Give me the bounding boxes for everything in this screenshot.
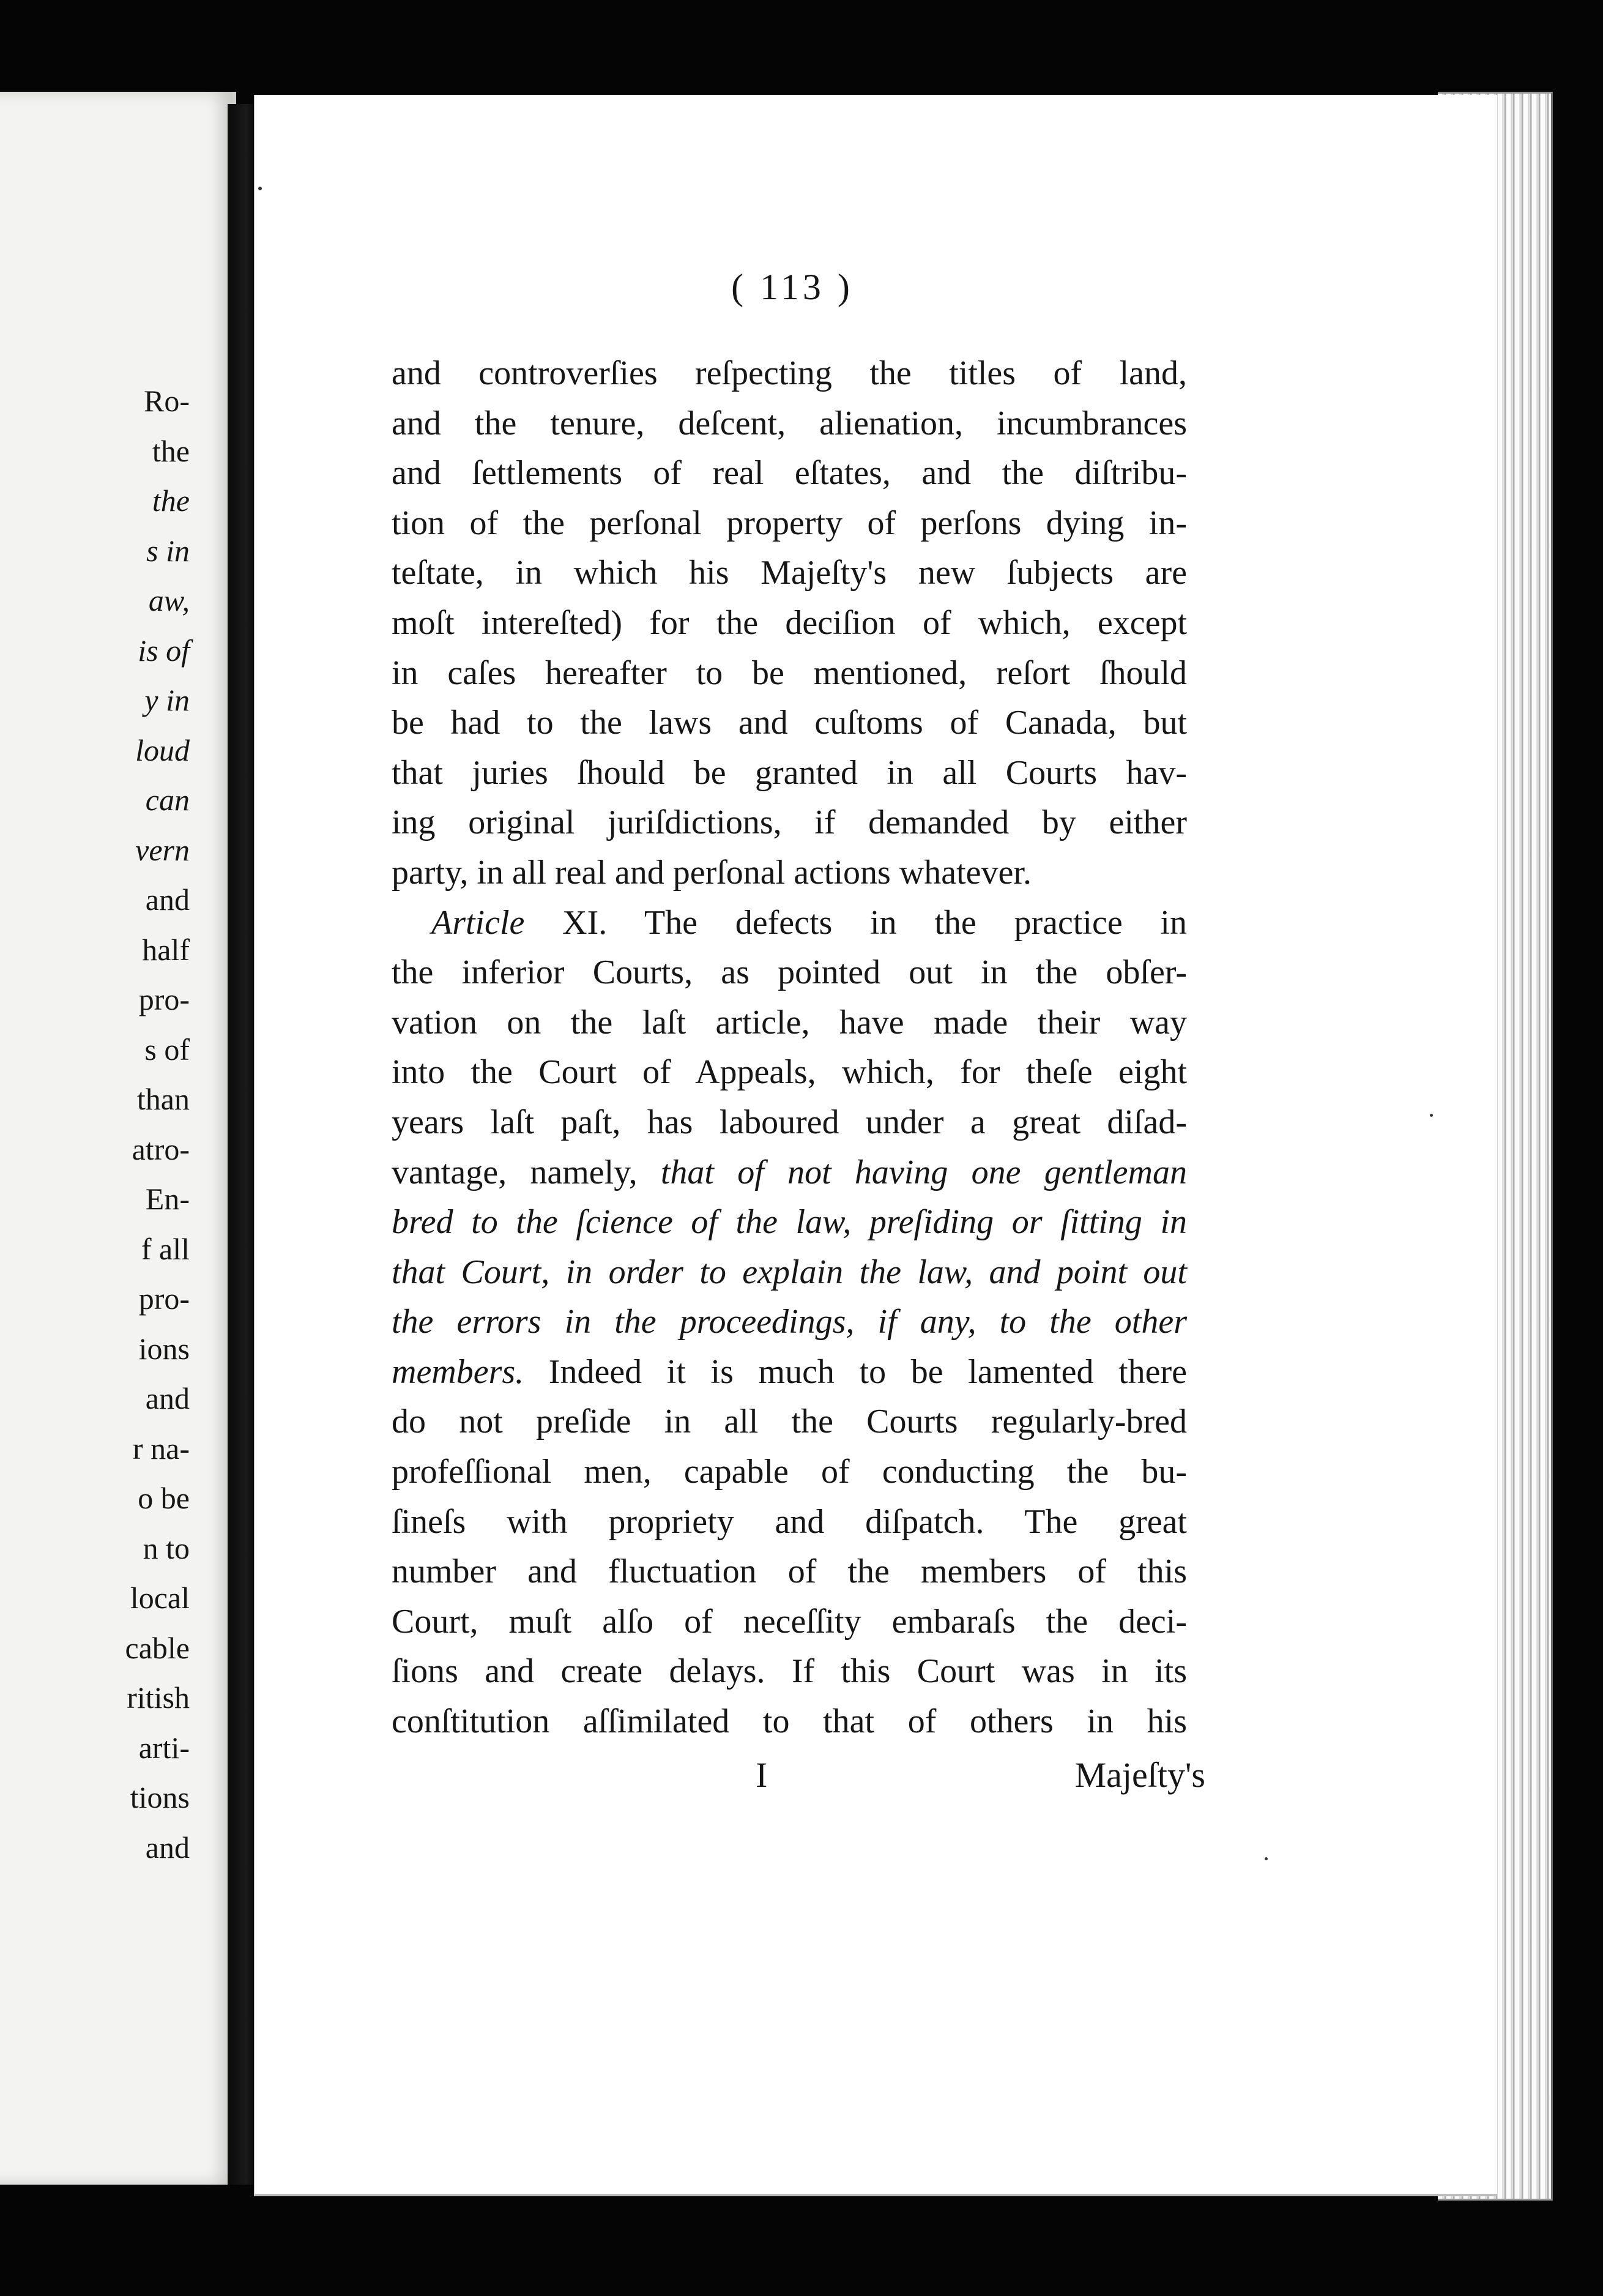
text-segment: that juries ſhould be granted in all Courts hav- bbox=[392, 753, 1187, 792]
left-page-line: pro- bbox=[138, 1281, 190, 1316]
italic-text: that of not having one gentleman bbox=[660, 1153, 1187, 1191]
text-line bbox=[392, 948, 1187, 998]
text-line bbox=[392, 1248, 1187, 1298]
signature-mark: I bbox=[756, 1755, 768, 1795]
text-line bbox=[392, 1048, 1187, 1098]
left-page-line: s in bbox=[146, 533, 190, 568]
text-line bbox=[392, 998, 1187, 1048]
left-page-line: n to bbox=[143, 1530, 190, 1565]
text-segment: ing original juriſdictions, if demanded by either bbox=[392, 803, 1187, 842]
text-line bbox=[392, 399, 1187, 449]
left-page-line: can bbox=[145, 783, 190, 817]
left-page-line: f all bbox=[141, 1231, 190, 1266]
text-segment: Court, muſt alſo of neceſſity embaraſs the deci- bbox=[392, 1602, 1187, 1641]
text-segment: in caſes hereafter to be mentioned, reſort ſhould bbox=[392, 654, 1187, 692]
text-segment: and ſettlements of real eſtates, and the diſtribu- bbox=[392, 454, 1187, 493]
text-line bbox=[392, 649, 1187, 699]
italic-text: Article bbox=[431, 903, 525, 942]
left-page-line: than bbox=[136, 1082, 190, 1116]
text-segment: ſineſs with propriety and diſpatch. The great bbox=[392, 1502, 1187, 1541]
left-page-line: o be bbox=[138, 1481, 190, 1515]
text-segment: conſtitution aſſimilated to that of others in his bbox=[392, 1702, 1187, 1741]
italic-text: the errors in the proceedings, if any, to the other bbox=[392, 1303, 1187, 1341]
left-page-line: half bbox=[142, 932, 190, 967]
left-page-line: ritish bbox=[127, 1680, 190, 1715]
text-line bbox=[392, 898, 1187, 949]
text-segment: and the tenure, deſcent, alienation, incumbrances bbox=[392, 404, 1187, 442]
text-segment: do not preſide in all the Courts regularly-bred bbox=[392, 1403, 1187, 1441]
text-line bbox=[392, 1647, 1187, 1697]
left-page-line: arti- bbox=[138, 1730, 190, 1765]
left-page-line: aw, bbox=[148, 583, 190, 617]
text-segment: into the Court of Appeals, which, for theſe eight bbox=[392, 1053, 1187, 1092]
text-line bbox=[392, 1497, 1187, 1548]
text-line bbox=[392, 1198, 1187, 1248]
text-segment: number and fluctuation of the members of this bbox=[392, 1552, 1187, 1591]
left-page-line: and bbox=[145, 1830, 190, 1865]
text-segment: moſt intereſted) for the deciſion of which, except bbox=[392, 603, 1187, 642]
text-segment: vantage, namely, bbox=[392, 1153, 661, 1191]
left-page-line: the bbox=[152, 483, 190, 518]
left-page-line: y in bbox=[144, 683, 190, 717]
left-page-line: and bbox=[145, 882, 190, 917]
text-segment: XI. The defects in the practice in bbox=[524, 903, 1187, 942]
text-segment: vation on the laſt article, have made their way bbox=[392, 1003, 1187, 1042]
page-footer bbox=[636, 1748, 1205, 1803]
page-body-text bbox=[392, 349, 1187, 1747]
text-line bbox=[392, 1297, 1187, 1347]
ink-speck bbox=[1265, 1857, 1268, 1860]
text-line bbox=[392, 1098, 1187, 1148]
left-page-line: Ro- bbox=[144, 384, 190, 418]
italic-text: bred to the ſcience of the law, preſiding or ſitting in bbox=[392, 1203, 1187, 1242]
left-page-line: r na- bbox=[133, 1431, 190, 1466]
text-line bbox=[392, 349, 1187, 399]
text-line bbox=[392, 1447, 1187, 1497]
left-page-line: pro- bbox=[138, 982, 190, 1016]
text-line bbox=[392, 1547, 1187, 1597]
text-segment: teſtate, in which his Majeſty's new ſubjects are bbox=[392, 554, 1187, 592]
text-line bbox=[392, 499, 1187, 549]
left-page bbox=[0, 92, 236, 2185]
page-number: ( 113 ) bbox=[731, 267, 854, 307]
left-page-line: s of bbox=[144, 1032, 190, 1067]
text-line bbox=[392, 748, 1187, 799]
text-line bbox=[392, 698, 1187, 748]
text-segment: tion of the perſonal property of perſons dying in- bbox=[392, 504, 1187, 542]
text-line bbox=[392, 798, 1187, 848]
left-page-line: and bbox=[145, 1381, 190, 1415]
left-page-line: ions bbox=[138, 1331, 190, 1366]
left-page-line: loud bbox=[135, 732, 190, 767]
catchword: Majeſty's bbox=[1074, 1755, 1205, 1795]
left-page-line: En- bbox=[145, 1182, 190, 1216]
italic-text: members. bbox=[392, 1352, 524, 1391]
text-line bbox=[392, 848, 1187, 898]
text-line bbox=[392, 1347, 1187, 1398]
text-line bbox=[392, 1148, 1187, 1198]
text-segment: the inferior Courts, as pointed out in the obſer- bbox=[392, 953, 1187, 992]
text-segment: be had to the laws and cuſtoms of Canada, but bbox=[392, 704, 1187, 742]
text-line bbox=[392, 1597, 1187, 1647]
text-segment: party, in all real and perſonal actions whatever. bbox=[392, 853, 1032, 892]
left-page-line: atro- bbox=[132, 1131, 190, 1166]
text-segment: Indeed it is much to be lamented there bbox=[524, 1352, 1187, 1391]
text-line bbox=[392, 449, 1187, 499]
text-line bbox=[392, 598, 1187, 649]
text-segment: ſions and create delays. If this Court was in its bbox=[392, 1652, 1187, 1691]
ink-speck bbox=[1430, 1114, 1433, 1117]
text-segment: profeſſional men, capable of conducting the bu- bbox=[392, 1453, 1187, 1491]
left-page-text bbox=[125, 376, 190, 1873]
left-page-line: tions bbox=[130, 1780, 190, 1814]
left-page-line: the bbox=[152, 433, 190, 468]
text-line bbox=[392, 1397, 1187, 1447]
italic-text: that Court, in order to explain the law, and point out bbox=[392, 1253, 1187, 1291]
ink-speck bbox=[258, 187, 262, 190]
left-page-line: cable bbox=[125, 1630, 190, 1665]
left-page-line: is of bbox=[138, 633, 190, 668]
text-segment: and controverſies reſpecting the titles of land, bbox=[392, 354, 1187, 392]
text-segment: years laſt paſt, has laboured under a great diſad- bbox=[392, 1103, 1187, 1141]
left-page-line: vern bbox=[135, 832, 190, 867]
text-line bbox=[392, 548, 1187, 598]
left-page-line: local bbox=[130, 1581, 190, 1615]
text-line bbox=[392, 1697, 1187, 1747]
